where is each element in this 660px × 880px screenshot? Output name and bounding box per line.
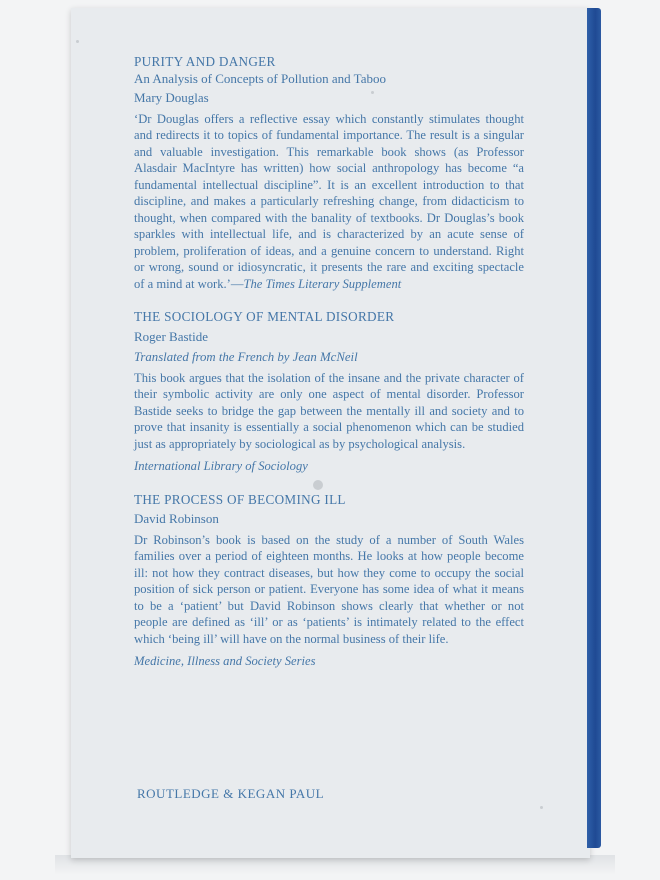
book-title: PURITY AND DANGER <box>134 54 276 69</box>
book-description: ‘Dr Douglas offers a reflective essay which constantly stimulates thought and redirects it to topics of fundamental importance. The result is a singular and valuable investigation. This remarkable book shows (as Professor Alasdair MacIntyre has written) how social anthropology has become “a fundamental intellectual discipline”. It is an excellent introduction to that discipline, and makes a particularly refreshing change, from didacticism to thought, when compared with the banality of textbooks. Dr Douglas’s book sparkles with intellectual life, and is characterized by an acute sense of problem, proliferation of ideas, and a genuine concern to understand. Right or wrong, sound or idiosyncratic, it presents the rare and exciting spectacle of a mind at work.’—The Times Literary Supplement <box>134 111 524 291</box>
book-series: Medicine, Illness and Society Series <box>134 654 316 668</box>
book-author: Roger Bastide <box>134 328 209 344</box>
book-entry-sociology-of-mental-disorder <box>134 309 524 475</box>
book-description: This book argues that the isolation of the insane and the private character of their symbolic activity are only one aspect of mental disorder. Professor Bastide seeks to bridge the gap between the mentally ill and society and to prove that insanity is essentially a social phenomenon which can be studied just as appropriately by sociological as by psychological analysis. <box>134 370 524 451</box>
book-spine-edge <box>587 8 601 848</box>
book-entry-process-of-becoming-ill <box>134 492 524 670</box>
cover-text <box>134 54 524 687</box>
book-translator: Translated from the French by Jean McNeil <box>134 350 358 364</box>
publisher-name: ROUTLEDGE & KEGAN PAUL <box>137 786 325 801</box>
book-title: THE SOCIOLOGY OF MENTAL DISORDER <box>134 309 395 324</box>
book-description: Dr Robinson’s book is based on the study of a number of South Wales families over a period of eighteen months. He looks at how people become ill: not how they contract diseases, but how they come to occupy the social position of sick person or patient. Everyone has some idea of what it means to be a ‘patient’ but David Robinson shows clearly that whether or not people are defined as ‘ill’ or as ‘patients’ is intimately related to the effect which ‘being ill’ will have on the normal business of their life. <box>134 532 524 646</box>
book-entry-purity-and-danger <box>134 54 524 292</box>
book-subtitle: An Analysis of Concepts of Pollution and Taboo <box>134 70 386 86</box>
dust-speck <box>76 40 79 43</box>
book-author: Mary Douglas <box>134 90 209 105</box>
book-author: David Robinson <box>134 511 219 526</box>
review-source: The Times Literary Supplement <box>243 276 402 291</box>
book-series: International Library of Sociology <box>134 459 308 473</box>
dust-speck <box>540 806 543 809</box>
book-title: THE PROCESS OF BECOMING ILL <box>134 491 346 507</box>
table-surface-shadow <box>55 855 615 875</box>
